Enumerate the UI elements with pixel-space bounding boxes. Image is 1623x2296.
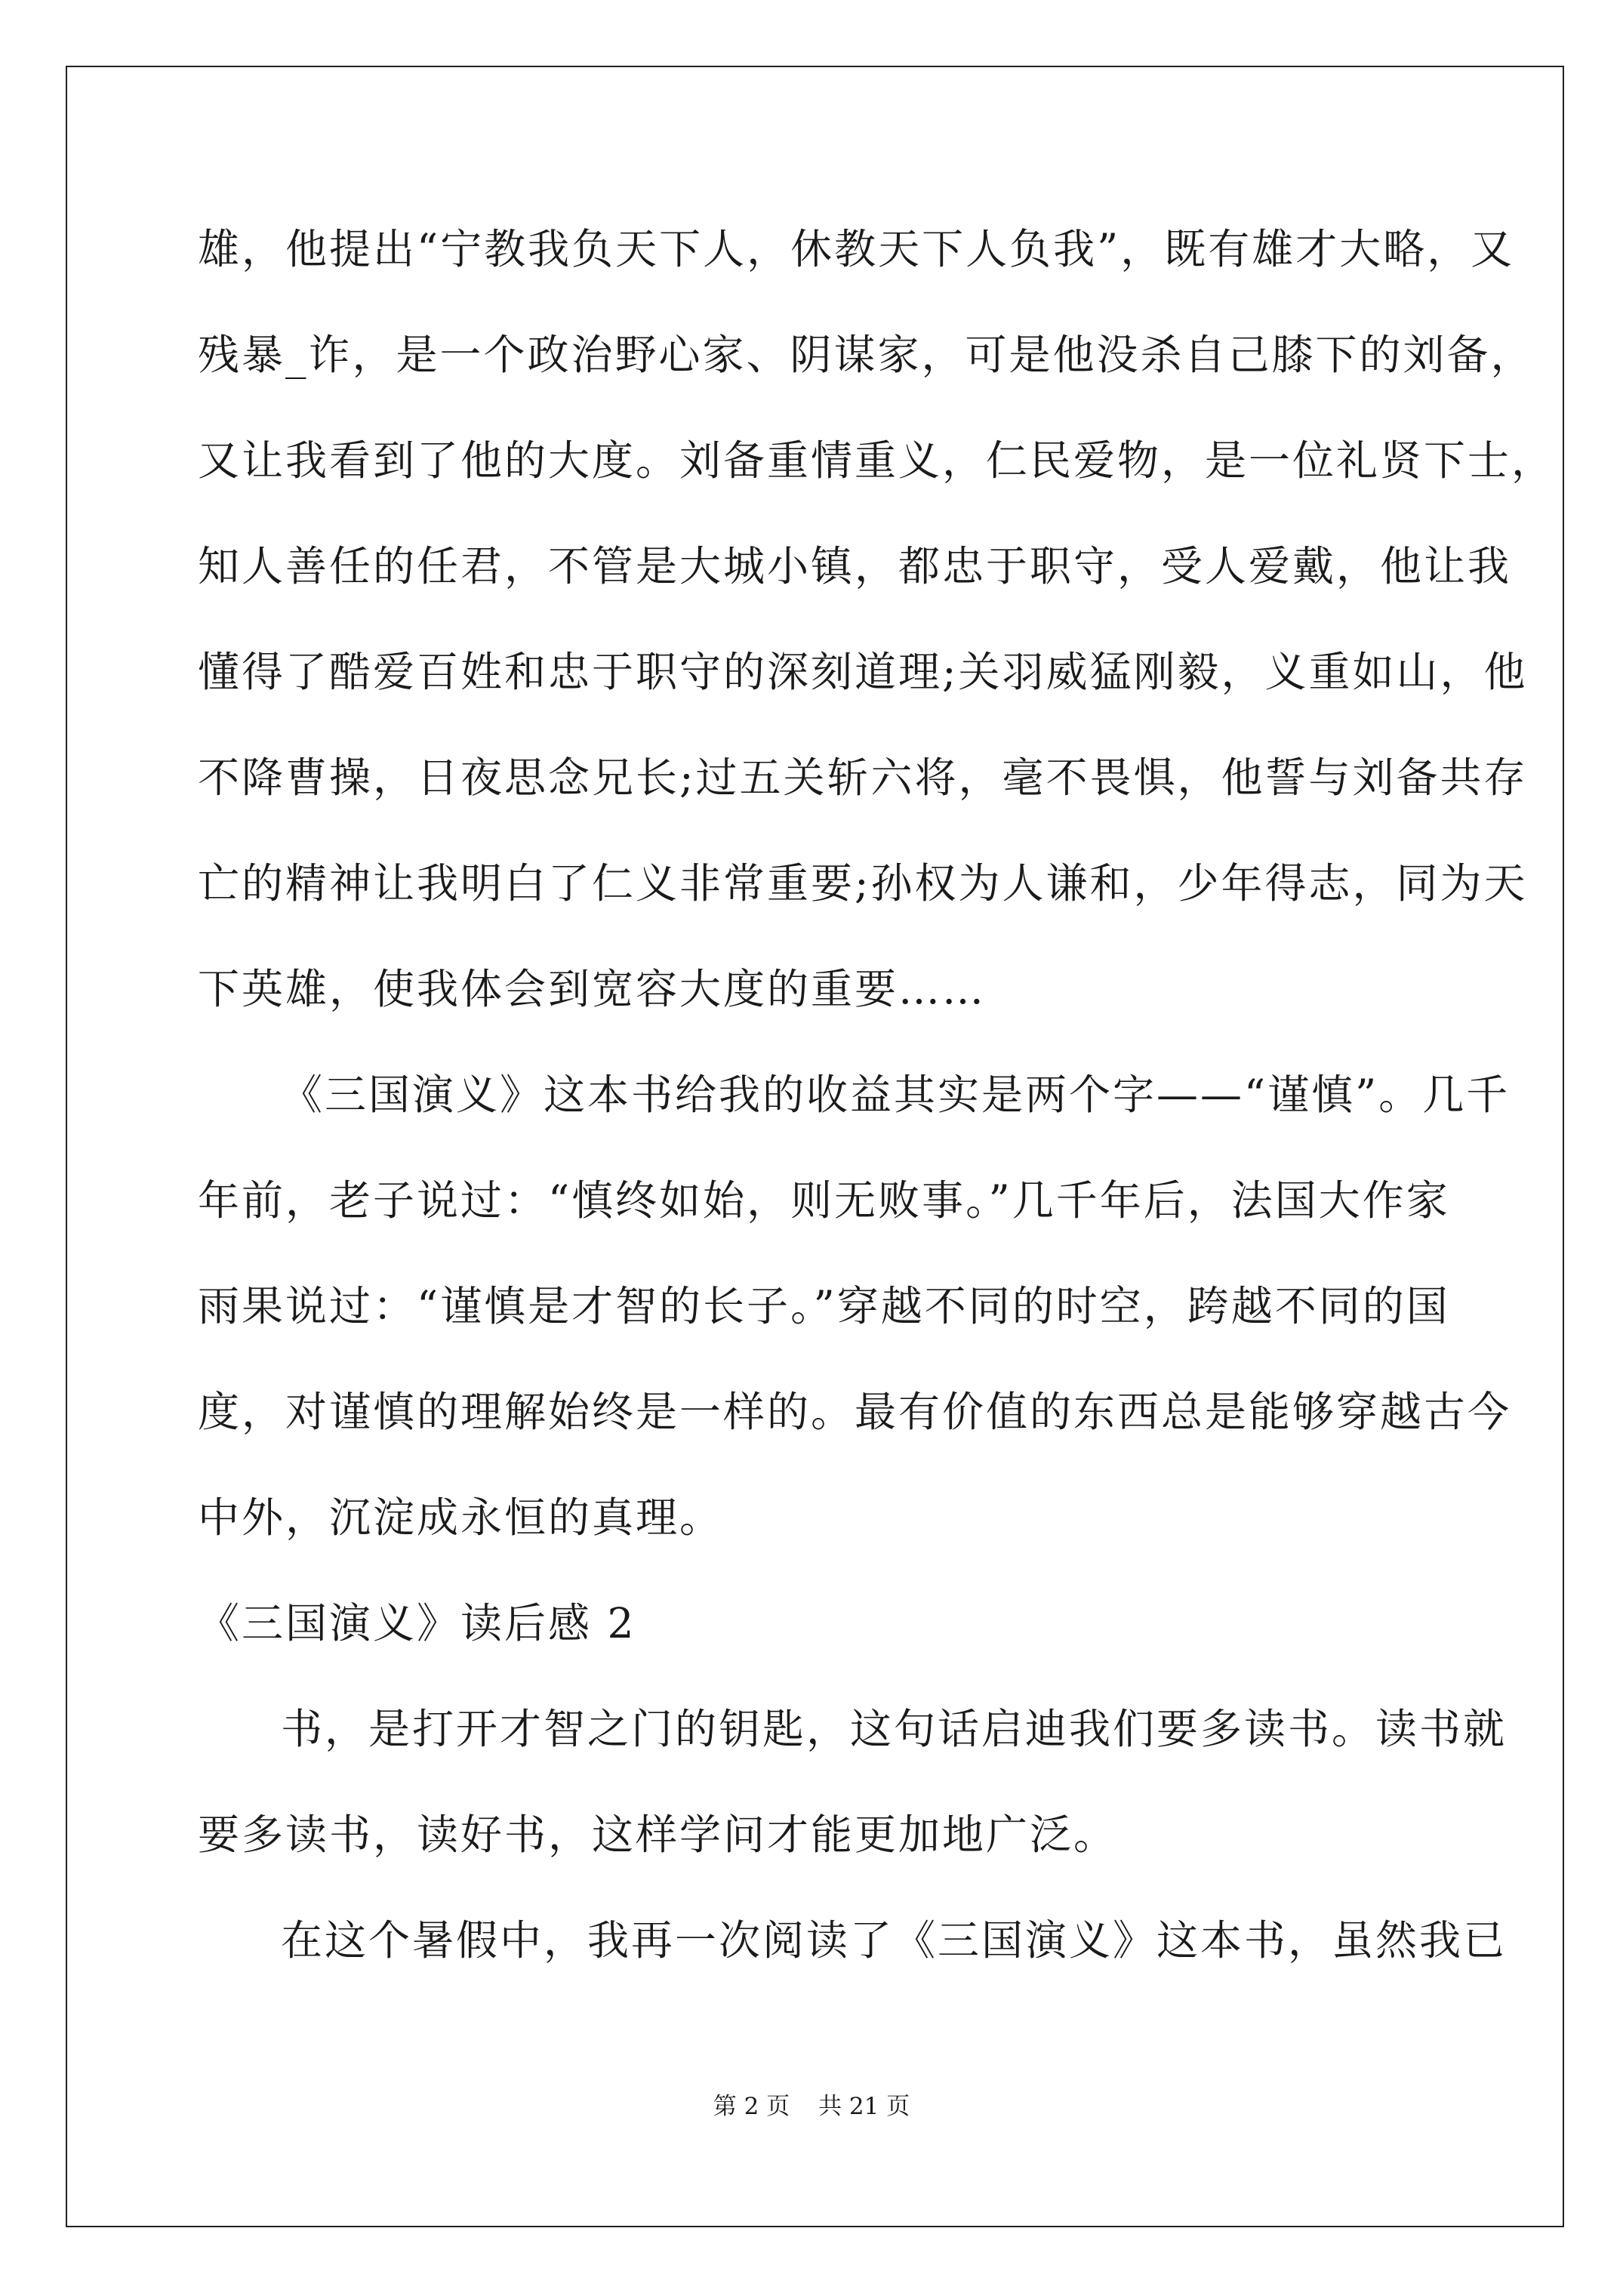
text-line-content: 又让我看到了他的大度。刘备重情重义，仁民爱物，是一位礼贤下士， xyxy=(198,436,1556,485)
text-line xyxy=(198,725,1528,831)
text-line-content: 书，是打开才智之门的钥匙，这句话启迪我们要多读书。读书就 xyxy=(281,1705,1508,1753)
text-line-content: 中外，沉淀成永恒的真理。 xyxy=(198,1493,724,1542)
text-line xyxy=(198,1359,1512,1465)
text-line xyxy=(198,408,1556,513)
text-line xyxy=(198,1465,1440,1570)
text-line xyxy=(198,1253,1450,1359)
text-line-content: 残暴_诈，是一个政治野心家、阴谋家，可是他没杀自己膝下的刘备， xyxy=(198,331,1535,379)
text-line-content: 雄，他提出“宁教我负天下人，休教天下人负我”，既有雄才大略，又 xyxy=(198,225,1515,273)
page-footer xyxy=(0,2087,1623,2121)
section-heading xyxy=(198,1570,1440,1676)
section-heading-text: 《三国演义》读后感 2 xyxy=(198,1599,636,1647)
text-line xyxy=(198,302,1535,408)
page-number: 第 2 页 xyxy=(713,2093,790,2120)
text-line xyxy=(198,936,1440,1042)
page-total: 共 21 页 xyxy=(818,2093,910,2120)
text-line-content: 不降曹操，日夜思念兄长;过五关斩六将，毫不畏惧，他誓与刘备共存 xyxy=(198,754,1528,802)
text-line xyxy=(198,196,1515,302)
text-line-content: 下英雄，使我体会到宽容大度的重要…… xyxy=(198,965,987,1013)
paragraph-start-line xyxy=(198,1676,1508,1782)
text-line-content: 知人善任的任君，不管是大城小镇，都忠于职守，受人爱戴，他让我 xyxy=(198,542,1512,590)
paragraph-start-line xyxy=(198,1888,1508,1993)
text-line xyxy=(198,1782,1440,1888)
text-line xyxy=(198,831,1528,936)
text-line-content: 懂得了酷爱百姓和忠于职守的深刻道理;关羽威猛刚毅，义重如山，他 xyxy=(198,648,1528,696)
text-line xyxy=(198,619,1528,725)
text-line-content: 度，对谨慎的理解始终是一样的。最有价值的东西总是能够穿越古今 xyxy=(198,1388,1512,1436)
text-line-content: 雨果说过：“谨慎是才智的长子。”穿越不同的时空，跨越不同的国 xyxy=(198,1282,1450,1330)
text-line-content: 年前，老子说过：“慎终如始，则无败事。”几千年后，法国大作家 xyxy=(198,1176,1450,1225)
text-line-content: 在这个暑假中，我再一次阅读了《三国演义》这本书，虽然我已 xyxy=(281,1916,1508,1965)
text-line-content: 《三国演义》这本书给我的收益其实是两个字——“谨慎”。几千 xyxy=(281,1071,1511,1119)
text-line-content: 亡的精神让我明白了仁义非常重要;孙权为人谦和，少年得志，同为天 xyxy=(198,859,1528,908)
text-line-content: 要多读书，读好书，这样学问才能更加地广泛。 xyxy=(198,1811,1118,1859)
paragraph-start-line xyxy=(198,1042,1511,1148)
document-body xyxy=(198,196,1556,1993)
text-line xyxy=(198,513,1512,619)
text-line xyxy=(198,1148,1450,1253)
